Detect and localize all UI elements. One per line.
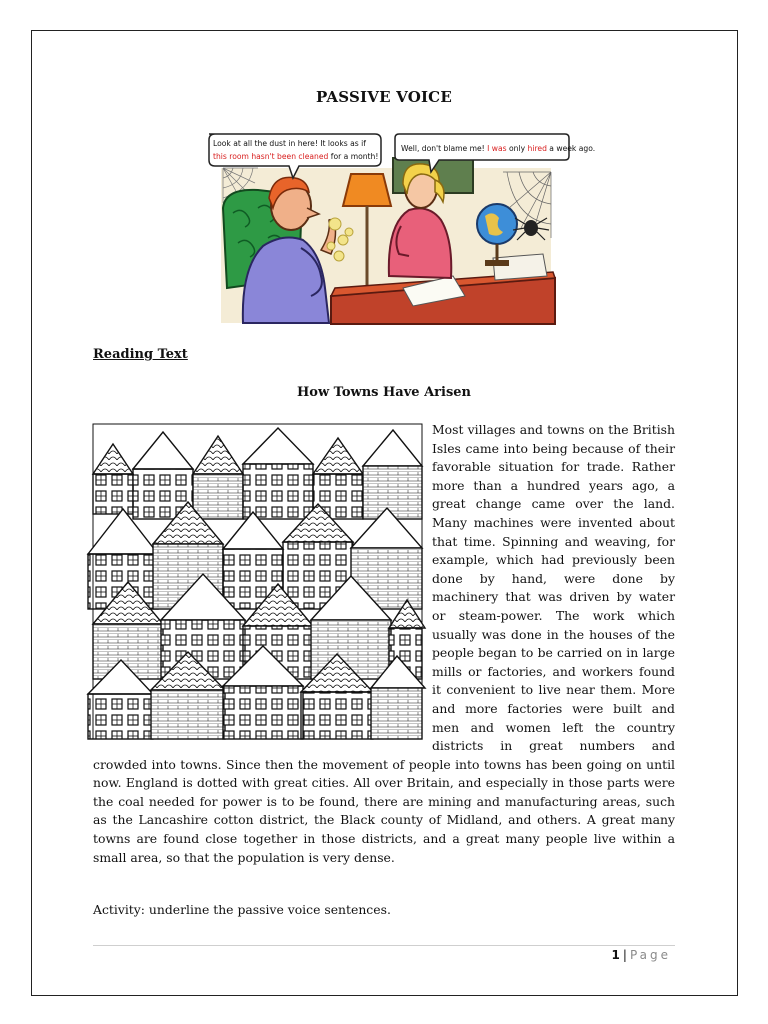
reading-passage (93, 421, 675, 867)
footer-divider (93, 945, 675, 946)
houses-illustration (93, 424, 422, 739)
document-title: PASSIVE VOICE (316, 88, 452, 106)
comic-bubble-left-highlight: this room hasn't been cleaned (213, 152, 329, 161)
comic-bubble-left-line1: Look at all the dust in here! It looks as if (213, 139, 366, 148)
svg-text:this room hasn't been cleaned (213, 152, 378, 161)
comic-bubble-left-rest: for a month! (328, 152, 379, 161)
page-footer (612, 948, 671, 962)
article-title: How Towns Have Arisen (297, 385, 471, 400)
page-number: 1 (611, 948, 620, 962)
page-label: Page (629, 948, 671, 962)
reading-text-heading: Reading Text (93, 347, 188, 362)
passage-text: Most villages and towns on the British Isles came into being because of their favorable situation for trade. Rather more than a hundred years ago, a great change came over the land. Many machines were invented about that time. Spinning and weaving, for example, which had previously been done by hand, were done by machinery that was driven by water or steam-power. The work which usually was done in the houses of the people began to be carried on in large mills or factories, and workers found it convenient to live near them. More and more factories were built and men and women left the country districts in great numbers and crowded into towns. Since then the movement of people into towns has been going on until now. England is dotted with great cities. All over Britain, and especially in those parts were the coal needed for power is to be found, there are mining and manufacturing areas, such as the Lancashire cotton district, the Black county of Midland, and others. A great many towns are found close together in those districts, and a great many people live within a small area, so that the population is very dense. (93, 422, 675, 865)
svg-text:Well, don't blame me! I was on: Well, don't blame me! I was only hired a week ago. (401, 144, 596, 153)
footer-separator: | (622, 948, 627, 962)
activity-instruction: Activity: underline the passive voice sentences. (93, 902, 391, 917)
comic-illustration (203, 128, 596, 324)
